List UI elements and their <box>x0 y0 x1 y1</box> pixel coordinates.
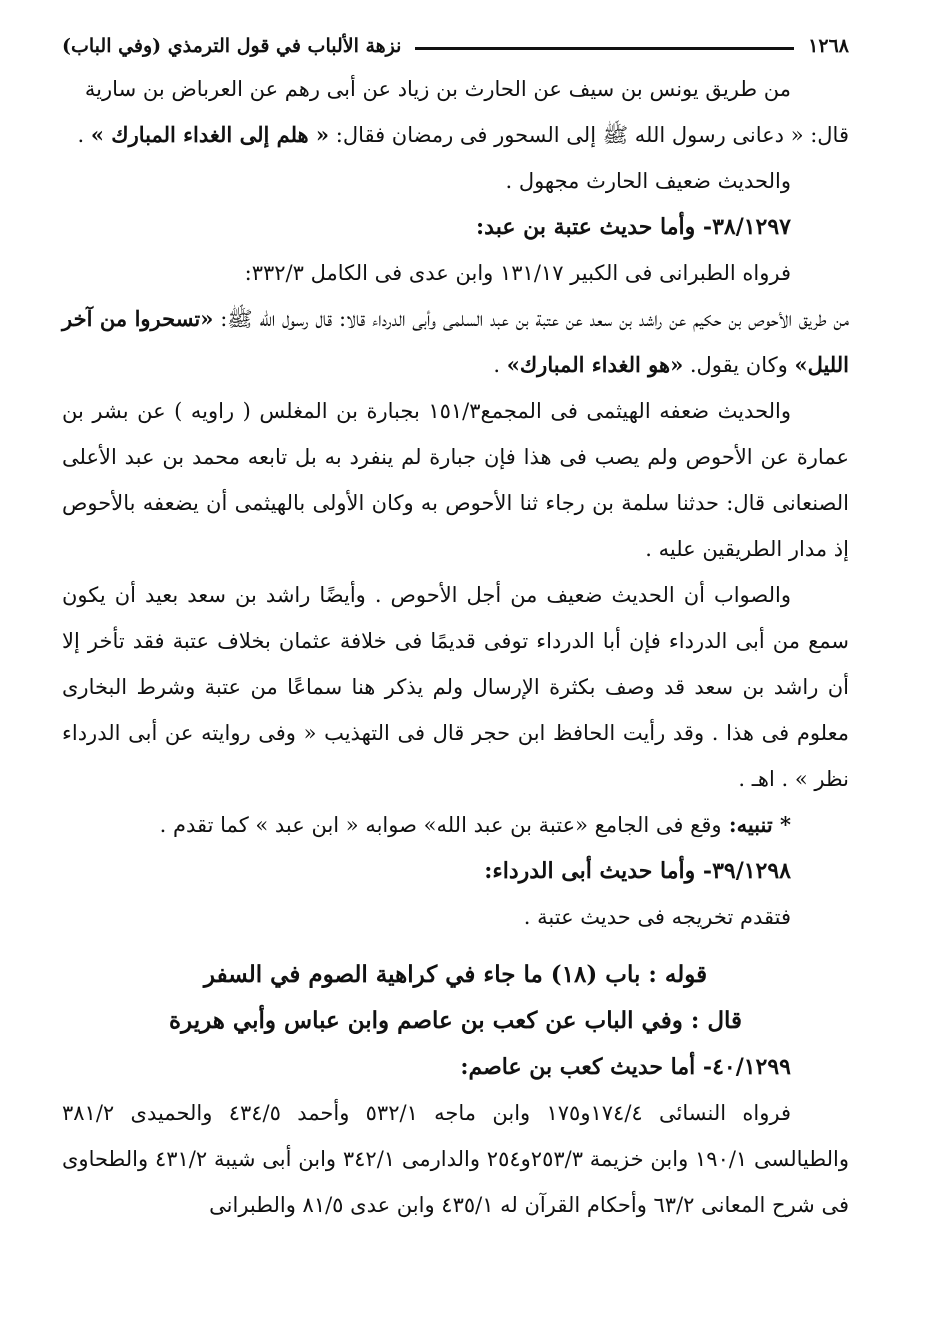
hadith-2-end: . <box>493 353 507 377</box>
hadith-1-end: . <box>77 123 91 147</box>
running-header <box>62 26 849 66</box>
note-label: * تنبيه: <box>721 812 791 837</box>
paragraph-chain-1: من طريق يونس بن سيف عن الحارث بن زياد عن أبى رهم عن العرباض بن سارية <box>84 77 791 101</box>
header-rule <box>415 47 794 50</box>
chapter-heading: قوله : باب (١٨) ما جاء في كراهية الصوم في السفر <box>203 961 708 988</box>
section-heading-1298: ٣٩/١٢٩٨- وأما حديث أبى الدرداء: <box>484 858 791 884</box>
hadith-2-quote-1: «تسحروا من آخر الليل» <box>62 306 849 377</box>
spacer <box>62 940 849 952</box>
paragraph-sources-1297: فرواه الطبرانى فى الكبير ١٣١/١٧ وابن عدى فى الكامل ٣٣٢/٣: <box>244 261 791 285</box>
note-text: وقع فى الجامع «عتبة بن عبد الله» صوابه « ابن عبد » كما تقدم . <box>159 813 722 837</box>
hadith-2-quote-2: «هو الغداء المبارك» <box>506 352 684 377</box>
hadith-2-mid: وكان يقول. <box>683 353 795 377</box>
paragraph-sources-1299: فرواه النسائى ١٧٤/٤و١٧٥ وابن ماجه ٥٣٢/١ وأحمد ٤٣٤/٥ والحميدى ٣٨١/٢ والطيالسى ١٩٠/١ وابن خزيمة ٢٥٣/٣و٢٥٤ والدارمى ٣٤٢/١ وابن أبى شيبة ٤٣١/٢ والطحاوى فى شرح المعانى ٦٣/٢ وأحكام القرآن له ٤٣٥/١ وابن عدى ٨١/٥ والطبرانى <box>62 1101 849 1217</box>
section-heading-1297: ٣٨/١٢٩٧- وأما حديث عتبة بن عبد: <box>476 214 791 240</box>
section-heading-1299: ٤٠/١٢٩٩- أما حديث كعب بن عاصم: <box>460 1054 791 1080</box>
paragraph-grading-1: والحديث ضعيف الحارث مجهول . <box>505 169 791 193</box>
paragraph-note <box>62 802 849 848</box>
running-title: نزهة الألباب في قول الترمذي (وفي الباب) <box>62 35 402 57</box>
hadith-1-quote: « هلم إلى الغداء المبارك » <box>90 122 330 147</box>
paragraph-correct-view: والصواب أن الحديث ضعيف من أجل الأحوص . وأيضًا راشد بن سعد بعيد أن يكون سمع من أبى الدرداء فإن أبا الدرداء توفى قديمًا فى خلافة عثمان بخلاف عتبة فقد تأخر إلا أن راشد بن سعد قد وصف بكثرة الإرسال ولم يذكر هنا سماعًا من عتبة وشرط البخارى معلوم فى هذا . وقد رأيت الحافظ ابن حجر قال فى التهذيب « وفى روايته عن أبى الدرداء نظر » . اهـ . <box>62 583 849 791</box>
hadith-2-chain: من طريق الأحوص بن حكيم عن راشد بن سعد عن عتبة بن عبد السلمى وأبى الدرداء قالا: قال رسول الله ﷺ: <box>213 307 849 331</box>
chapter-subheading: قال : وفي الباب عن كعب بن عاصم وابن عباس وأبي هريرة <box>168 1007 743 1034</box>
paragraph-sources-1298: فتقدم تخريجه فى حديث عتبة . <box>523 905 791 929</box>
page-number: ١٢٦٨ <box>808 35 849 57</box>
paragraph-haythami: والحديث ضعفه الهيثمى فى المجمع١٥١/٣ بجبارة بن المغلس ( راويه ) عن بشر بن عمارة عن الأحوص ولم يصب فى هذا فإن جبارة لم ينفرد به بل تابعه محمد بن عبد الأعلى الصنعانى قال: حدثنا سلمة بن رجاء ثنا الأحوص به وكان الأولى بالهيثمى أن يضعفه بالأحوص إذ مدار الطريقين عليه . <box>62 399 849 561</box>
hadith-1-intro: قال: « دعانى رسول الله ﷺ إلى السحور فى رمضان فقال: <box>329 123 849 147</box>
paragraph-hadith-1 <box>62 112 849 158</box>
paragraph-hadith-2 <box>62 296 849 388</box>
